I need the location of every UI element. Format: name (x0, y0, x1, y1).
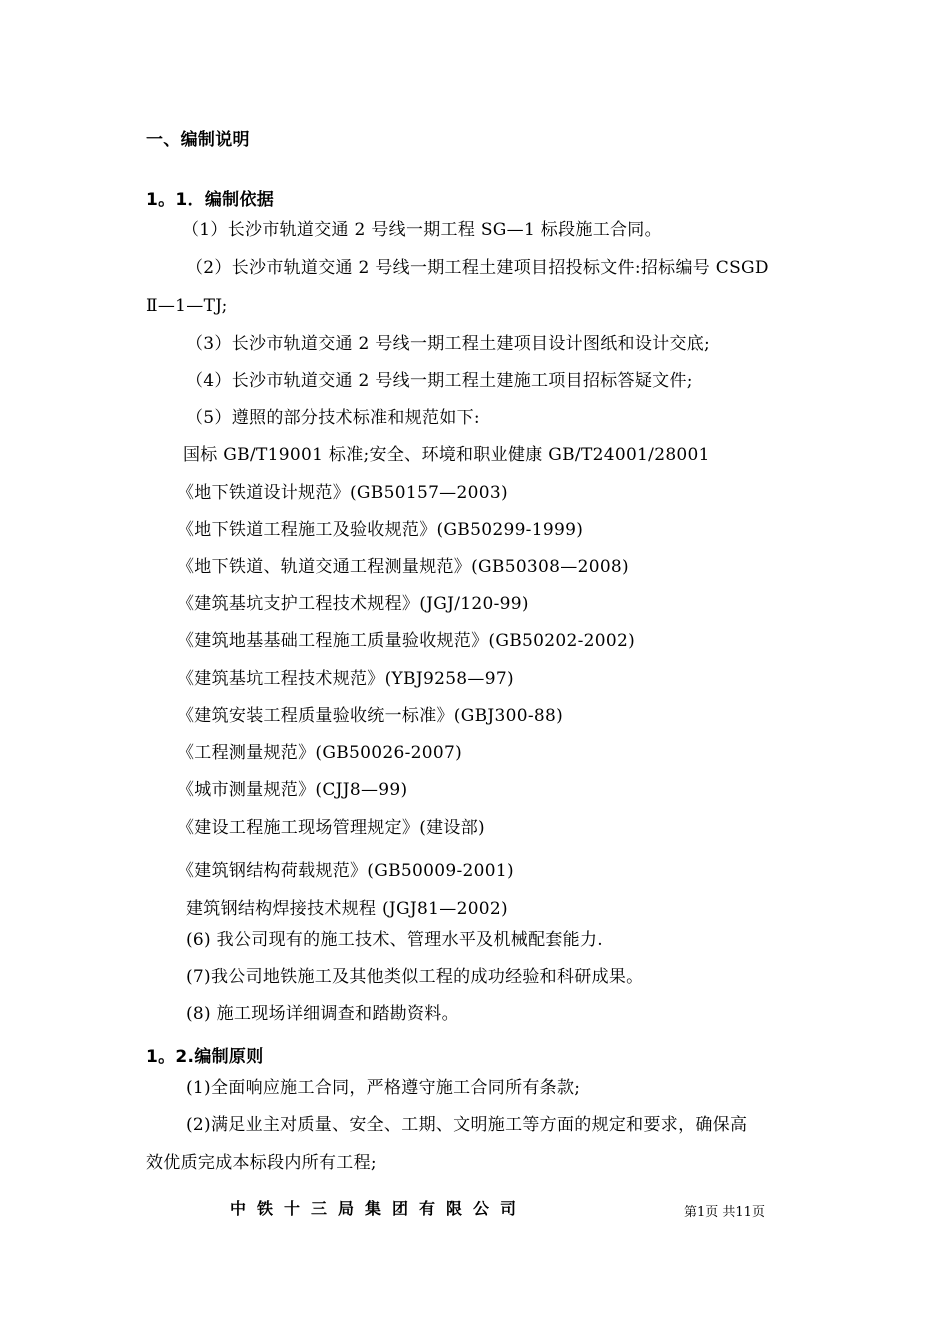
basis-item-2-cont: Ⅱ—1—TJ; (146, 296, 228, 316)
basis-item-3: （3）长沙市轨道交通 2 号线一期工程土建项目设计图纸和设计交底; (186, 334, 711, 354)
standard-item: 《建设工程施工现场管理规定》(建设部) (177, 818, 485, 838)
standard-item: 《地下铁道、轨道交通工程测量规范》(GB50308—2008) (177, 557, 629, 577)
principles-heading: 1。2.编制原则 (146, 1047, 264, 1067)
basis-item-1: （1）长沙市轨道交通 2 号线一期工程 SG—1 标段施工合同。 (182, 220, 662, 240)
basis-item-2: （2）长沙市轨道交通 2 号线一期工程土建项目招投标文件:招标编号 CSGD (186, 258, 769, 278)
standard-item: 《建筑安装工程质量验收统一标准》(GBJ300-88) (177, 706, 564, 726)
basis-item-6: (6) 我公司现有的施工技术、管理水平及机械配套能力. (186, 930, 603, 950)
standard-item: 《地下铁道设计规范》(GB50157—2003) (177, 483, 508, 503)
basis-item-4: （4）长沙市轨道交通 2 号线一期工程土建施工项目招标答疑文件; (186, 371, 693, 391)
basis-item-8: (8) 施工现场详细调查和踏勘资料。 (186, 1004, 459, 1024)
principle-item-2: (2)满足业主对质量、安全、工期、文明施工等方面的规定和要求，确保高 (186, 1115, 748, 1135)
section-title: 一、编制说明 (146, 130, 250, 150)
standard-item: 建筑钢结构焊接技术规程 (JGJ81—2002) (186, 899, 508, 919)
standard-item: 《城市测量规范》(CJJ8—99) (177, 780, 408, 800)
basis-item-7: (7)我公司地铁施工及其他类似工程的成功经验和科研成果。 (186, 967, 644, 987)
principle-item-1: (1)全面响应施工合同，严格遵守施工合同所有条款; (186, 1078, 581, 1098)
principle-item-2-cont: 效优质完成本标段内所有工程; (146, 1153, 377, 1173)
standard-item: 国标 GB/T19001 标准;安全、环境和职业健康 GB/T24001/28001 (183, 445, 710, 465)
standard-item: 《建筑地基基础工程施工质量验收规范》(GB50202-2002) (177, 631, 636, 651)
basis-item-5: （5）遵照的部分技术标准和规范如下: (186, 408, 480, 428)
standard-item: 《建筑基坑支护工程技术规程》(JGJ/120-99) (177, 594, 529, 614)
basis-heading: 1。1．编制依据 (146, 190, 275, 210)
footer-page-number: 第1页 共11页 (684, 1205, 765, 1220)
standard-item: 《建筑基坑工程技术规范》(YBJ9258—97) (177, 669, 514, 689)
standard-item: 《地下铁道工程施工及验收规范》(GB50299-1999) (177, 520, 584, 540)
footer-company-name: 中铁十三局集团有限公司 (230, 1199, 528, 1218)
standard-item: 《建筑钢结构荷载规范》(GB50009-2001) (177, 861, 514, 881)
standard-item: 《工程测量规范》(GB50026-2007) (177, 743, 463, 763)
